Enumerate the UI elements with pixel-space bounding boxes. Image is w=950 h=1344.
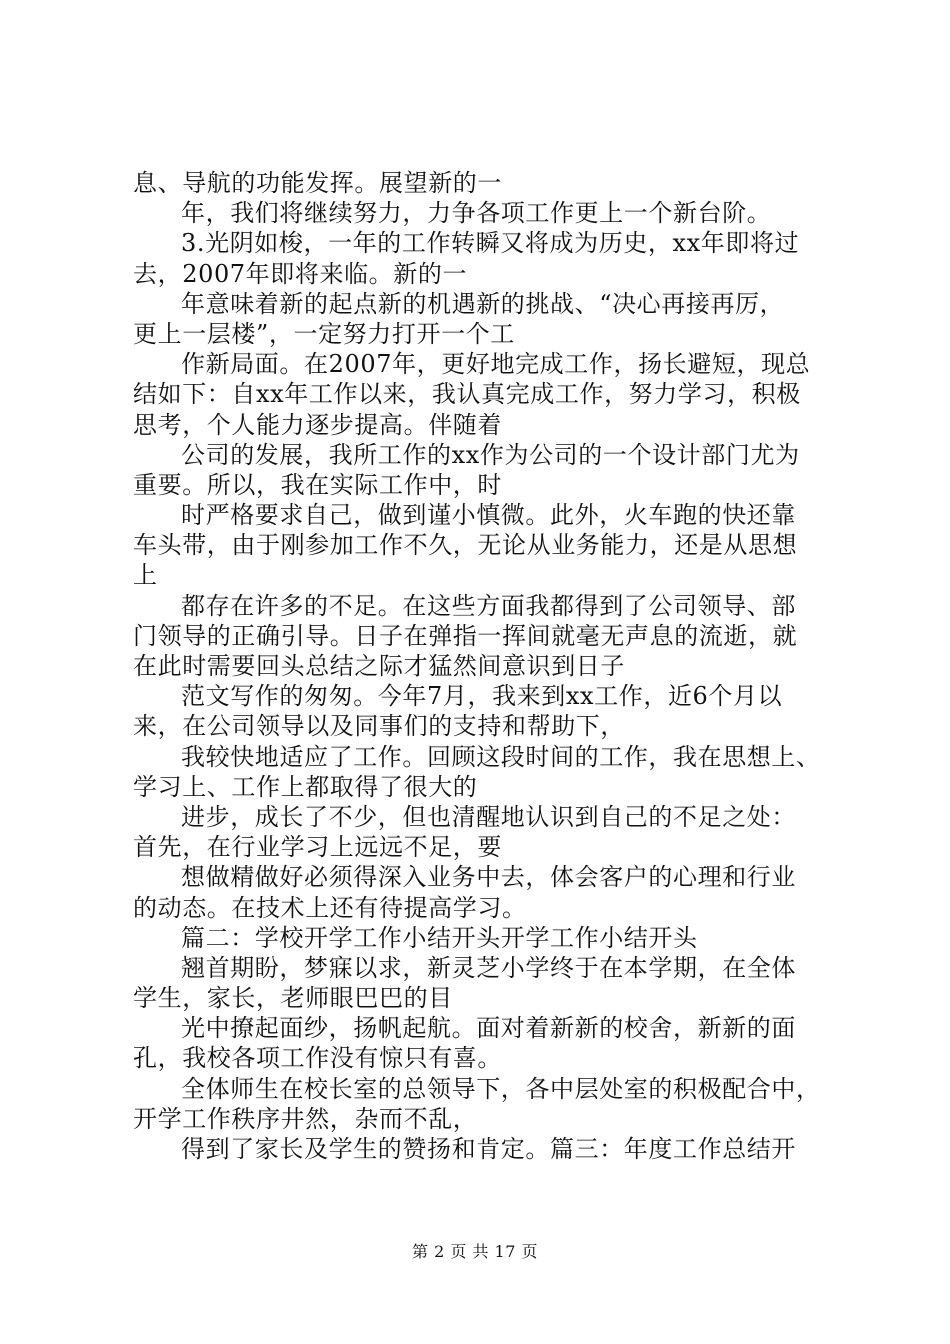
text-line: 时严格要求自己，做到谨小慎微。此外，火车跑的快还靠: [181, 501, 796, 530]
text-line: 年，我们将继续努力，力争各项工作更上一个新台阶。: [181, 199, 772, 228]
document-body: [133, 168, 833, 1164]
text-line: 3.光阴如梭，一年的工作转瞬又将成为历史，xx年即将过: [181, 229, 800, 258]
text-line: 作新局面。在2007年，更好地完成工作，扬长避短，现总: [181, 350, 811, 379]
text-line: 在此时需要回头总结之际才猛然间意识到日子: [133, 652, 625, 680]
text-line: 篇二：学校开学工作小结开头开学工作小结开头: [181, 923, 698, 952]
text-line: 范文写作的匆匆。今年7月，我来到xx工作，近6个月以: [181, 682, 783, 711]
page-footer: 第 2 页 共 17 页: [412, 1242, 538, 1261]
text-line: 开学工作秩序井然，杂而不乱，: [133, 1104, 478, 1133]
text-line: 进步，成长了不少，但也清醒地认识到自己的不足之处：: [181, 802, 796, 831]
text-line: 去，2007年即将来临。新的一: [133, 259, 468, 288]
text-line: 孔，我校各项工作没有惊只有喜。: [133, 1044, 502, 1073]
text-line: 上: [133, 561, 158, 590]
text-line: 想做精做好必须得深入业务中去，体会客户的心理和行业: [181, 863, 796, 892]
text-line: 全体师生在校长室的总领导下，各中层处室的积极配合中，: [181, 1074, 821, 1103]
text-line: 得到了家长及学生的赞扬和肯定。篇三：年度工作总结开: [181, 1135, 796, 1163]
text-line: 重要。所以，我在实际工作中，时: [133, 470, 502, 499]
text-line: 更上一层楼”，一定努力打开一个工: [133, 319, 515, 348]
text-line: 来，在公司领导以及同事们的支持和帮助下，: [133, 712, 625, 741]
text-line: 学习上、工作上都取得了很大的: [133, 772, 478, 801]
text-line: 结如下：自xx年工作以来，我认真完成工作，努力学习，积极: [133, 380, 801, 409]
text-line: 的动态。在技术上还有待提高学习。: [133, 893, 527, 922]
text-line: 翘首期盼，梦寐以求，新灵芝小学终于在本学期，在全体: [181, 953, 796, 982]
text-line: 首先，在行业学习上远远不足，要: [133, 833, 502, 862]
text-line: 思考，个人能力逐步提高。伴随着: [133, 410, 502, 439]
text-line: 车头带，由于刚参加工作不久，无论从业务能力，还是从思想: [133, 531, 798, 560]
text-line: 年意味着新的起点新的机遇新的挑战、“决心再接再厉，: [181, 289, 785, 318]
text-line: 公司的发展，我所工作的xx作为公司的一个设计部门尤为: [181, 440, 800, 469]
text-line: 学生，家长，老师眼巴巴的目: [133, 984, 453, 1013]
text-line: 我较快地适应了工作。回顾这段时间的工作，我在思想上、: [181, 742, 821, 771]
text-line: 门领导的正确引导。日子在弹指一挥间就毫无声息的流逝，就: [133, 621, 798, 650]
text-line: 光中撩起面纱，扬帆起航。面对着新新的校舍，新新的面: [181, 1014, 796, 1043]
text-line: 息、导航的功能发挥。展望新的一: [133, 169, 502, 197]
text-line: 都存在许多的不足。在这些方面我都得到了公司领导、部: [181, 591, 796, 620]
